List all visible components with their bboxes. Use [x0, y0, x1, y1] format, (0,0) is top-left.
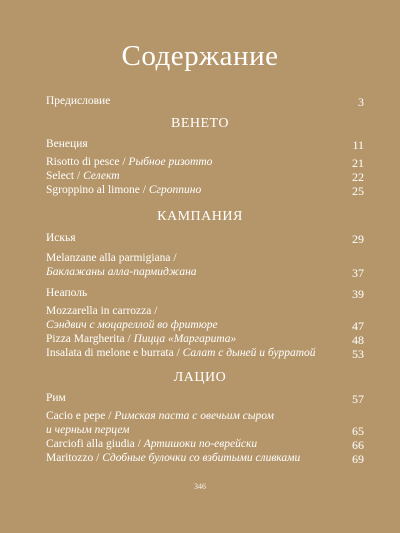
toc-entry-mozzarella	[46, 305, 364, 318]
toc-entry-pizza: Pizza Margherita / Пицца «Маргарита»	[46, 333, 237, 345]
page-number: 57	[352, 392, 364, 406]
toc-entry-rome	[46, 392, 364, 405]
entry-russian: Артишоки по-еврейски	[143, 438, 258, 450]
entry-label: Неаполь	[46, 287, 88, 299]
page-number: 65	[352, 424, 364, 438]
entry-russian: Салат с дыней и бурратой	[182, 347, 316, 359]
entry-italian: Carciofi alla giudia	[46, 438, 135, 450]
toc-entry-naples	[46, 287, 364, 300]
page-number: 29	[352, 232, 364, 246]
entry-italian: Cacio e pepe	[46, 410, 106, 422]
entry-russian: Селект	[83, 170, 120, 182]
toc-entry-melanzane	[46, 252, 364, 265]
entry-italian: Melanzane alla parmigiana /	[46, 252, 177, 264]
entry-russian-continued: и черным перцем	[46, 424, 130, 436]
entry-russian: Баклажаны алла-пармиджана	[46, 266, 197, 278]
entry-russian: Сэндвич с моцареллой во фритюре	[46, 319, 218, 331]
section-heading-veneto: ВЕНЕТО	[170, 116, 230, 131]
page-number: 69	[352, 452, 364, 466]
page-title: Содержание	[121, 40, 279, 72]
toc-entry-sgroppino: Sgroppino al limone / Сгроппино	[46, 184, 202, 196]
entry-italian: Select	[46, 170, 75, 182]
toc-entry-cacio-translation	[46, 424, 364, 437]
page-number: 3	[358, 95, 364, 109]
toc-entry-ischia	[46, 232, 364, 245]
toc-entry-venice	[46, 138, 364, 151]
entry-italian: Insalata di melone e burrata	[46, 347, 174, 359]
page-number: 39	[352, 287, 364, 301]
toc-entry-select: Select / Селект	[46, 170, 120, 182]
toc-entry-maritozzo: Maritozzo / Сдобные булочки со взбитыми сливками	[46, 452, 301, 464]
entry-label: Предисловие	[46, 95, 111, 107]
entry-italian: Pizza Margherita	[46, 333, 125, 345]
page-number: 66	[352, 438, 364, 452]
page-number: 37	[352, 266, 364, 280]
section-heading-campania: КАМПАНИЯ	[157, 209, 243, 224]
entry-label: Искья	[46, 232, 76, 244]
entry-russian: Пицца «Маргарита»	[133, 333, 237, 345]
page-number: 53	[352, 347, 364, 361]
toc-entry-insalata: Insalata di melone e burrata / Салат с дыней и бурратой	[46, 347, 316, 359]
page-number: 48	[352, 333, 364, 347]
entry-italian: Sgroppino al limone	[46, 184, 140, 196]
entry-russian: Рыбное ризотто	[128, 156, 213, 168]
section-heading-lazio: ЛАЦИО	[173, 370, 227, 385]
entry-russian: Римская паста с овечьим сыром	[114, 410, 274, 422]
page-number: 47	[352, 319, 364, 333]
entry-russian: Сдобные булочки со взбитыми сливками	[102, 452, 301, 464]
entry-label: Рим	[46, 392, 66, 404]
toc-entry-risotto: Risotto di pesce / Рыбное ризотто	[46, 156, 213, 168]
toc-entry-cacio: Cacio e pepe / Римская паста с овечьим сыром	[46, 410, 274, 422]
page-number: 25	[352, 184, 364, 198]
toc-entry-preface	[46, 95, 364, 108]
page-number: 11	[352, 138, 364, 152]
toc-entry-carciofi: Carciofi alla giudia / Артишоки по-еврейски	[46, 438, 258, 450]
entry-italian: Mozzarella in carrozza /	[46, 305, 158, 317]
page-number: 21	[352, 156, 364, 170]
page-number: 22	[352, 170, 364, 184]
entry-russian: Сгроппино	[148, 184, 202, 196]
folio-number: 346	[194, 482, 206, 491]
entry-italian: Risotto di pesce	[46, 156, 120, 168]
toc-entry-melanzane-translation	[46, 266, 364, 279]
entry-italian: Maritozzo	[46, 452, 94, 464]
toc-entry-mozzarella-translation	[46, 319, 364, 332]
entry-label: Венеция	[46, 138, 88, 150]
